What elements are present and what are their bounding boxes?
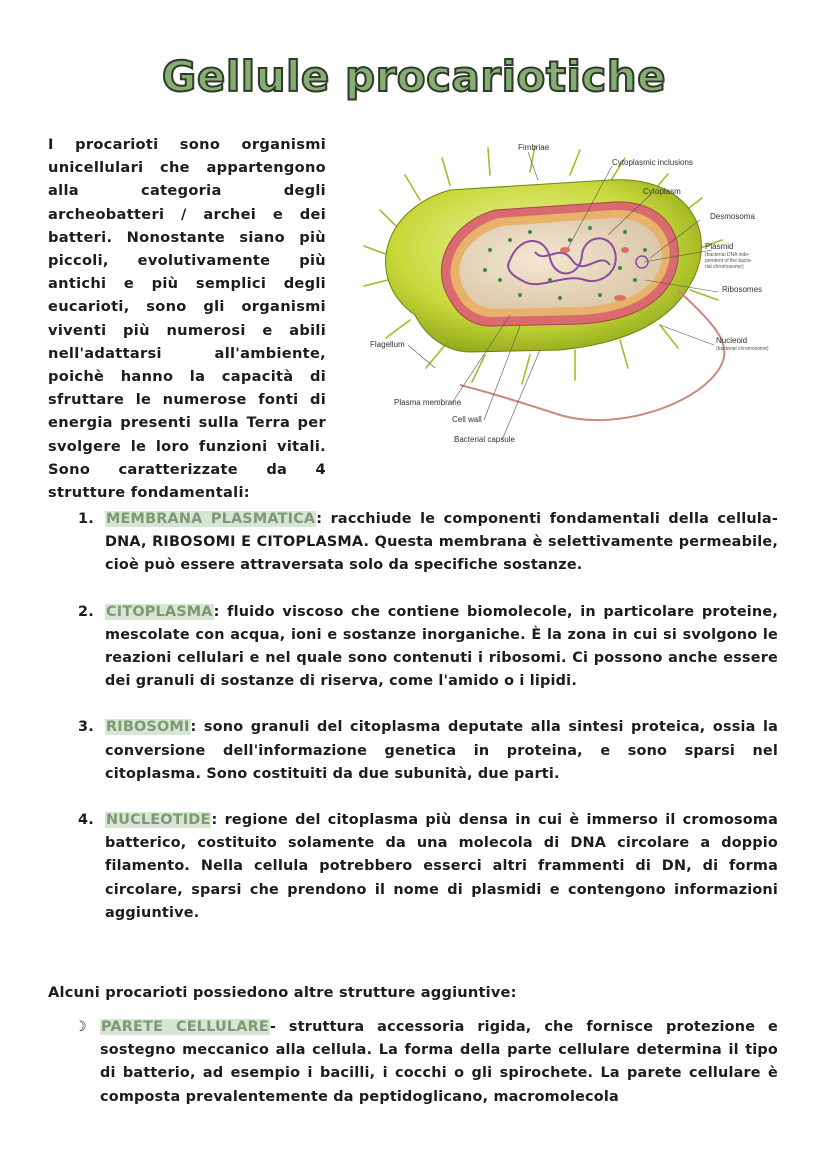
label-desmosoma: Desmosoma (710, 212, 755, 221)
svg-text:rial chromosome): rial chromosome) (705, 264, 744, 270)
list-item: 3. RIBOSOMI: sono granuli del citoplasma deputate alla sintesi proteica, ossia la conversione dell'informazione genetica in proteina, e sono sparsi nel citoplasma. Sono costituiti da due subunità, due parti. (78, 719, 778, 782)
label-plasmid: Plasmid (705, 242, 734, 251)
label-fimbriae: Fimbriae (518, 143, 550, 152)
svg-text:(bacterial DNA inde-: (bacterial DNA inde- (705, 252, 750, 258)
label-ribosomes: Ribosomes (722, 285, 763, 294)
moon-bullet-icon: ☽ (74, 1019, 87, 1035)
svg-text:(bacterial chromosome): (bacterial chromosome) (716, 346, 769, 352)
term-highlight: NUCLEOTIDE (106, 812, 211, 829)
list-item: 1. MEMBRANA PLASMATICA: racchiude le componenti fondamentali della cellula- DNA, RIBOSOMI E CITOPLASMA. Questa membrana è selettivamente permeabile, cioè può essere attraversata solo da specifiche sostanze. (78, 511, 778, 574)
list-item: 2. CITOPLASMA: fluido viscoso che contiene biomolecole, in particolare proteine, mescolate con acqua, ioni e sostanze inorganiche. È la zona in cui si svolgono le reazioni cellulari e nel quale sono contenuti i ribosomi. Ci possono anche essere dei granuli di sostanze di riserva, come l'amido o i lipidi. (78, 603, 778, 690)
label-nucleoid: Nucleoid (716, 336, 748, 345)
list-item: 4. NUCLEOTIDE: regione del citoplasma più densa in cui è immerso il cromosoma batterico, costituito solamente da una molecola di DNA circolare a doppio filamento. Nella cellula potrebbero esserci altri frammenti di DN, di forma circolare, sparsi che prendono il nome di plasmidi e contengono informazioni aggiuntive. (78, 812, 778, 921)
svg-text:pendent of the bacte-: pendent of the bacte- (705, 258, 753, 264)
intro-paragraph: I procarioti sono organismi unicellulari che appartengono alla categoria degli archeobatteri / archei e dei batteri. Nonostante siano più piccoli, evolutivamente più antichi e più semplici degli eucarioti, sono gli organismi viventi più numerosi e abili nell'adattarsi all'ambiente, poichè hanno la capacità di sfruttare le numerose fonti di energia presenti sulla Terra per svolgere le loro funzioni vitali. Sono caratterizzate da 4 strutture fondamentali: (48, 136, 326, 502)
additional-item: PARETE CELLULARE- struttura accessoria rigida, che fornisce protezione e sostegno meccanico alla cellula. La forma della parte cellulare determina il tipo di batterio, ad esempio i bacilli, i cocchi o gli spirochete. La parete cellulare è composta prevalentemente da peptidoglicano, macromolecola (100, 1019, 778, 1105)
term-highlight: CITOPLASMA (106, 603, 213, 620)
label-cytoplasm: Cytoplasm (643, 187, 681, 196)
term-highlight: RIBOSOMI (106, 719, 190, 736)
label-bacterial-capsule: Bacterial capsule (454, 435, 515, 444)
label-flagellum: Flagellum (370, 340, 405, 349)
term-highlight: PARETE CELLULARE (101, 1019, 269, 1035)
additional-heading: Alcuni procarioti possiedono altre strutture aggiuntive: (48, 984, 517, 1001)
prokaryotic-cell-diagram (360, 140, 800, 460)
label-plasma-membrane: Plasma membrane (394, 398, 462, 407)
page-title: Gellule procariotiche (161, 52, 667, 101)
label-cytoplasmic-inclusions: Cytoplasmic inclusions (612, 158, 693, 167)
term-highlight: MEMBRANA PLASMATICA (106, 511, 316, 527)
label-cell-wall: Cell wall (452, 415, 482, 424)
structures-list (78, 508, 778, 925)
